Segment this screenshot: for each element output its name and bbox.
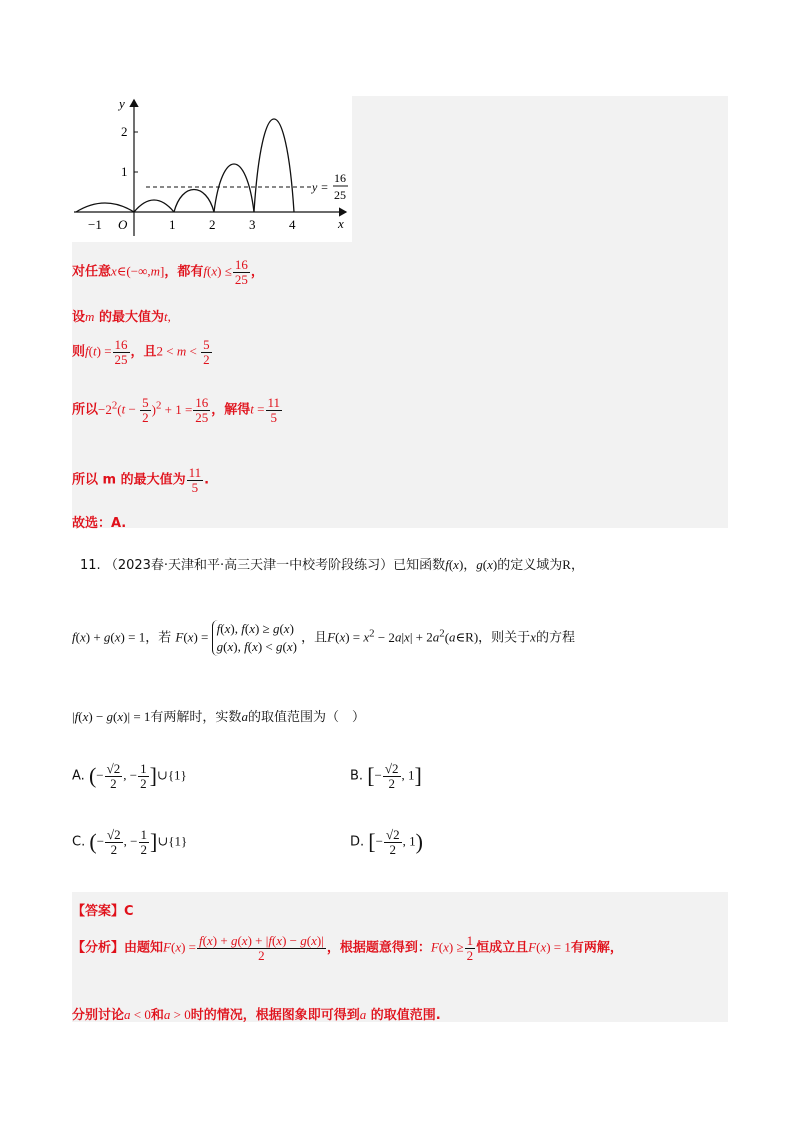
solution-line-4: 所以$-2^2(t$ − $\frac{5}{2}$ )$^2$ + 1 = $\frac{16}{25}$ ，解得t = $\frac{11}{5}$ <box>72 395 281 425</box>
option-b[interactable]: B. [− $\frac{√2}{2}$ , 1] <box>350 761 422 791</box>
curve-arch-4 <box>254 119 294 212</box>
origin-label: O <box>118 217 128 232</box>
solution-line-6: 故选：A. <box>72 516 127 531</box>
question-line-2: f(x) + g(x) = 1，若 F(x) = f(x), f(x) ≥ g(x) g(x), f(x) < g(x) ，且$F(x) = x^2 - 2a|x|$ + $2a^2(a\in R)$，则关于x的方程 <box>72 620 575 656</box>
y-axis-label: y <box>119 96 125 111</box>
solution-line-1: 对任意x∈(−∞,m]，都有f(x) ≤ $\frac{16}{25}$ ， <box>72 257 264 287</box>
x-tick-3: 3 <box>249 217 256 232</box>
curve-arch-2 <box>174 190 214 213</box>
y-tick-2: 2 <box>121 124 128 139</box>
line-label-num: 16 <box>334 171 346 185</box>
x-tick-1: 1 <box>169 217 176 232</box>
option-a[interactable]: A. (− $\frac{√2}{2}$ , − $\frac{1}{2}$ ]∪{1} <box>72 761 187 791</box>
function-graph <box>72 96 352 242</box>
line-label-den: 25 <box>334 188 346 202</box>
graph-svg <box>72 96 352 242</box>
curve-arch-1 <box>134 200 174 212</box>
analysis-line-2: 分别讨论a < 0和a > 0时的情况，根据图象即可得到a 的取值范围. <box>72 1007 441 1023</box>
question-line-1: 11. （2023春·天津和平·高三天津一中校考阶段练习）已知函数f(x)，g(x)的定义域为R， <box>80 557 584 573</box>
line-label: y = <box>312 180 329 194</box>
option-d[interactable]: D. [− $\frac{√2}{2}$ , 1) <box>350 827 423 857</box>
x-axis-label: x <box>338 216 344 231</box>
curve-left <box>76 203 134 212</box>
y-tick-1: 1 <box>121 164 128 179</box>
solution-line-3: 则f(t) = $\frac{16}{25}$ ，且2 < m < $\frac{5}{2}$ <box>72 337 210 367</box>
solution-line-5: 所以 m 的最大值为 $\frac{11}{5}$ . <box>72 465 210 495</box>
option-c[interactable]: C. (− $\frac{√2}{2}$ , − $\frac{1}{2}$ ]∪{1} <box>72 827 188 857</box>
answer-label: 【答案】C <box>72 904 134 919</box>
x-tick-2: 2 <box>209 217 216 232</box>
curve-arch-3 <box>214 164 254 212</box>
question-line-3: |f(x) − g(x)| = 1有两解时，实数a的取值范围为（ ） <box>72 709 365 725</box>
x-tick-4: 4 <box>289 217 296 232</box>
solution-line-2: 设m 的最大值为t, <box>72 309 171 325</box>
x-tick-neg1: −1 <box>88 217 102 232</box>
analysis-line-1: 【分析】由题知F(x) = $\frac{f(x) + g(x) + |f(x) - g(x)|}{2}$ ，根据题意得到：F(x) ≥ $\frac{1}{2}$ 恒成立且F(x) = 1有两解， <box>72 933 623 963</box>
